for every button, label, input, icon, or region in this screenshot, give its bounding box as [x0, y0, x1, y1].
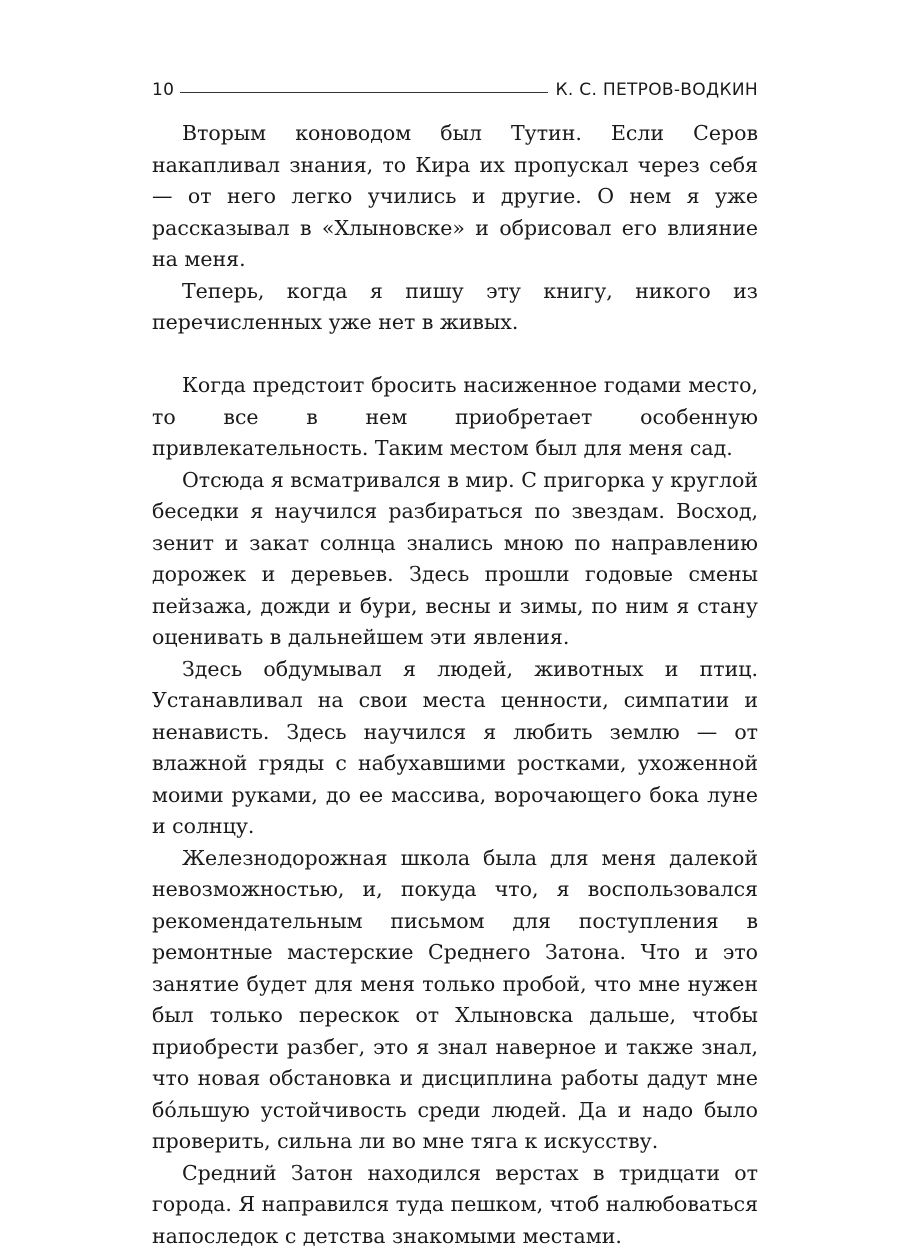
- section-break: [152, 339, 758, 371]
- paragraph: Средний Затон находился верстах в тридцати от города. Я направился туда пешком, чтоб налюбоваться напоследок с детства знакомыми местами.: [152, 1158, 758, 1252]
- paragraph: Здесь обдумывал я людей, животных и птиц. Устанавливал на свои места ценности, симпатии и ненависть. Здесь научился я любить землю — от влажной гряды с набухавшими ростками, ухоженной моими руками, до ее массива, ворочающего бока луне и солнцу.: [152, 654, 758, 843]
- page-number: 10: [152, 80, 174, 100]
- header-rule: [180, 92, 547, 93]
- paragraph: Железнодорожная школа была для меня далекой невозможностью, и, покуда что, я воспользовался рекомендательным письмом для поступления в ремонтные мастерские Среднего Затона. Что и это занятие будет для меня только пробой, что мне нужен был только перескок от Хлыновска дальше, чтобы приобрести разбег, это я знал наверное и также знал, что новая обстановка и дисциплина работы дадут мне бóльшую устойчивость среди людей. Да и надо было проверить, сильна ли во мне тяга к искусству.: [152, 843, 758, 1158]
- running-head: [152, 76, 758, 104]
- paragraph: Отсюда я всматривался в мир. С пригорка у круглой беседки я научился разбираться по звездам. Восход, зенит и закат солнца знались мною по направлению дорожек и деревьев. Здесь прошли годовые смены пейзажа, дожди и бури, весны и зимы, по ним я стану оценивать в дальнейшем эти явления.: [152, 465, 758, 654]
- paragraph: Теперь, когда я пишу эту книгу, никого из перечисленных уже нет в живых.: [152, 276, 758, 339]
- paragraph: Вторым коноводом был Тутин. Если Серов накапливал знания, то Кира их пропускал через себя — от него легко учились и другие. О нем я уже рассказывал в «Хлыновске» и обрисовал его влияние на меня.: [152, 118, 758, 276]
- paragraph: Когда предстоит бросить насиженное годами место, то все в нем приобретает особенную привлекательность. Таким местом был для меня сад.: [152, 370, 758, 465]
- body-text: [152, 118, 758, 1252]
- author-name: К. С. ПЕТРОВ-ВОДКИН: [556, 80, 759, 100]
